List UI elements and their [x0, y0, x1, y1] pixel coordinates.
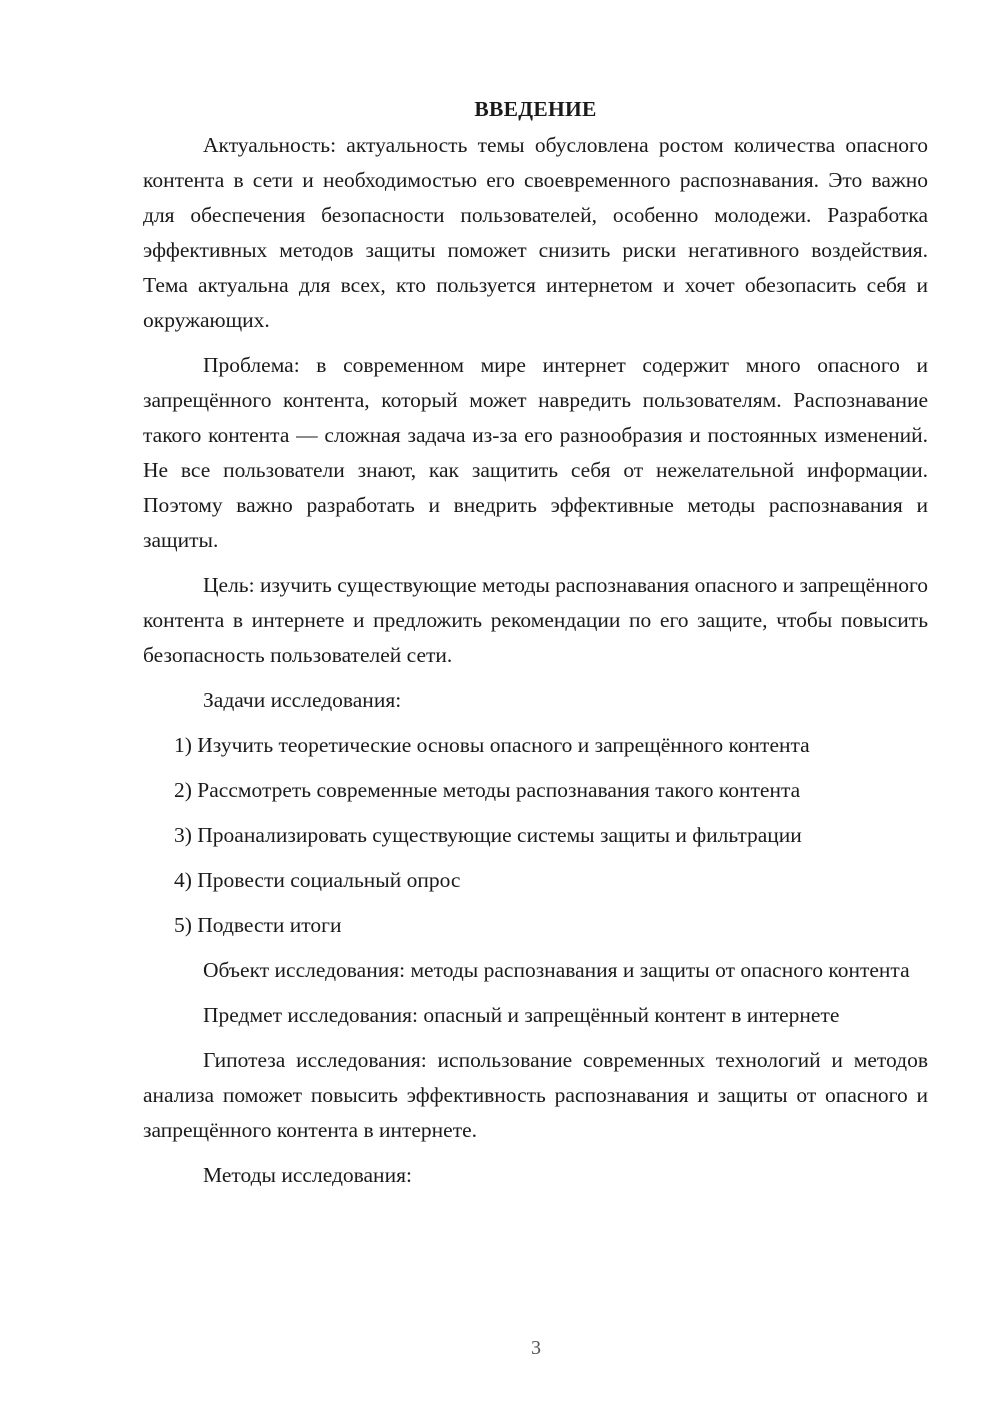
paragraph-relevance: Актуальность: актуальность темы обусловлена ростом количества опасного контента в сети и необходимостью его своевременного распознавания. Это важно для обеспечения безопасности пользователей, особенно молодежи. Разработка эффективных методов защиты поможет снизить риски негативного воздействия. Тема актуальна для всех, кто пользуется интернетом и хочет обезопасить себя и окружающих.	[143, 133, 928, 332]
document-page	[143, 92, 928, 1203]
page-number: 3	[531, 1337, 541, 1359]
paragraph-object: Объект исследования: методы распознавания и защиты от опасного контента	[203, 958, 910, 982]
task-item: 4) Провести социальный опрос	[174, 868, 461, 892]
tasks-heading: Задачи исследования:	[203, 688, 402, 712]
section-title: ВВЕДЕНИЕ	[474, 97, 597, 121]
paragraph-goal: Цель: изучить существующие методы распознавания опасного и запрещённого контента в интернете и предложить рекомендации по его защите, чтобы повысить безопасность пользователей сети.	[143, 573, 928, 667]
paragraph-hypothesis: Гипотеза исследования: использование современных технологий и методов анализа поможет повысить эффективность распознавания и защиты от опасного и запрещённого контента в интернете.	[143, 1048, 928, 1142]
tasks-list	[143, 728, 928, 943]
paragraph-subject: Предмет исследования: опасный и запрещённый контент в интернете	[203, 1003, 840, 1027]
task-item: 1) Изучить теоретические основы опасного и запрещённого контента	[174, 733, 810, 757]
paragraph-problem: Проблема: в современном мире интернет содержит много опасного и запрещённого контента, который может навредить пользователям. Распознавание такого контента — сложная задача из-за его разнообразия и постоянных изменений. Не все пользователи знают, как защитить себя от нежелательной информации. Поэтому важно разработать и внедрить эффективные методы распознавания и защиты.	[143, 353, 928, 552]
task-item: 5) Подвести итоги	[174, 913, 342, 937]
task-item: 2) Рассмотреть современные методы распознавания такого контента	[174, 778, 801, 802]
task-item: 3) Проанализировать существующие системы защиты и фильтрации	[174, 823, 802, 847]
methods-heading: Методы исследования:	[203, 1163, 412, 1187]
